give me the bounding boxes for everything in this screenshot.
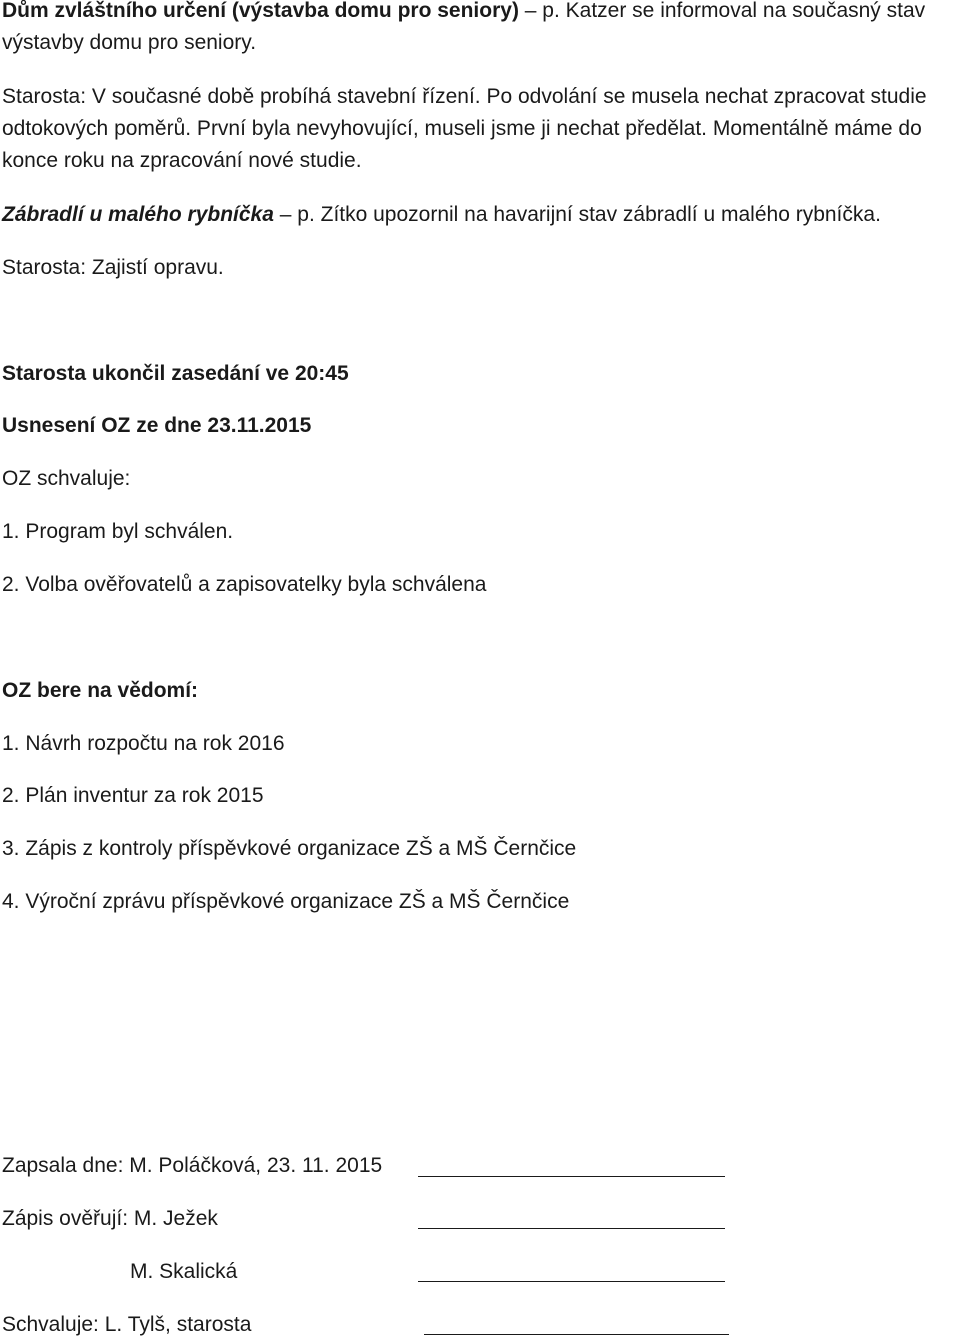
approves-label: OZ schvaluje: [2, 467, 131, 490]
mayor-reply-line: Starosta: V současné době probíhá stavební řízení. Po odvolání se musela nechat zpracovat studie [2, 85, 927, 108]
section-text-continued: výstavby domu pro seniory. [2, 31, 257, 54]
closing-statement: Starosta ukončil zasedání ve 20:45 [2, 362, 349, 385]
signature-line [418, 1281, 725, 1282]
mayor-reply-line: odtokových poměrů. První byla nevyhovující, museli jsme ji nechat předělat. Momentálně máme do [2, 117, 922, 140]
signature-line [418, 1228, 725, 1229]
signature-line [418, 1176, 725, 1177]
acknowledged-item: 2. Plán inventur za rok 2015 [2, 784, 264, 807]
recorded-by: Zapsala dne: M. Poláčková, 23. 11. 2015 [2, 1154, 383, 1177]
acknowledged-item: 1. Návrh rozpočtu na rok 2016 [2, 732, 285, 755]
approved-item: 1. Program byl schválen. [2, 520, 234, 543]
section-heading: Zábradlí u malého rybníčka [2, 203, 274, 226]
section-railing [2, 202, 881, 228]
acknowledged-item: 3. Zápis z kontroly příspěvkové organizace ZŠ a MŠ Černčice [2, 837, 577, 860]
section-house-for-seniors [2, 0, 925, 24]
approved-by: Schvaluje: L. Tylš, starosta [2, 1313, 252, 1336]
acknowledges-label: OZ bere na vědomí: [2, 679, 199, 702]
approved-item: 2. Volba ověřovatelů a zapisovatelky byla schválena [2, 573, 487, 596]
verified-by: Zápis ověřují: M. Ježek [2, 1207, 218, 1230]
mayor-reply: Starosta: Zajistí opravu. [2, 256, 224, 279]
section-heading: Dům zvláštního určení (výstavba domu pro seniory) [2, 0, 519, 22]
signature-line [424, 1334, 729, 1335]
acknowledged-item: 4. Výroční zprávu příspěvkové organizace ZŠ a MŠ Černčice [2, 890, 570, 913]
verified-by-second: M. Skalická [130, 1260, 238, 1283]
section-text: – p. Katzer se informoval na současný stav [518, 0, 926, 22]
section-text: – p. Zítko upozornil na havarijní stav zábradlí u malého rybníčka. [273, 203, 881, 226]
mayor-reply-line: konce roku na zpracování nové studie. [2, 149, 362, 172]
resolution-title: Usnesení OZ ze dne 23.11.2015 [2, 414, 312, 437]
